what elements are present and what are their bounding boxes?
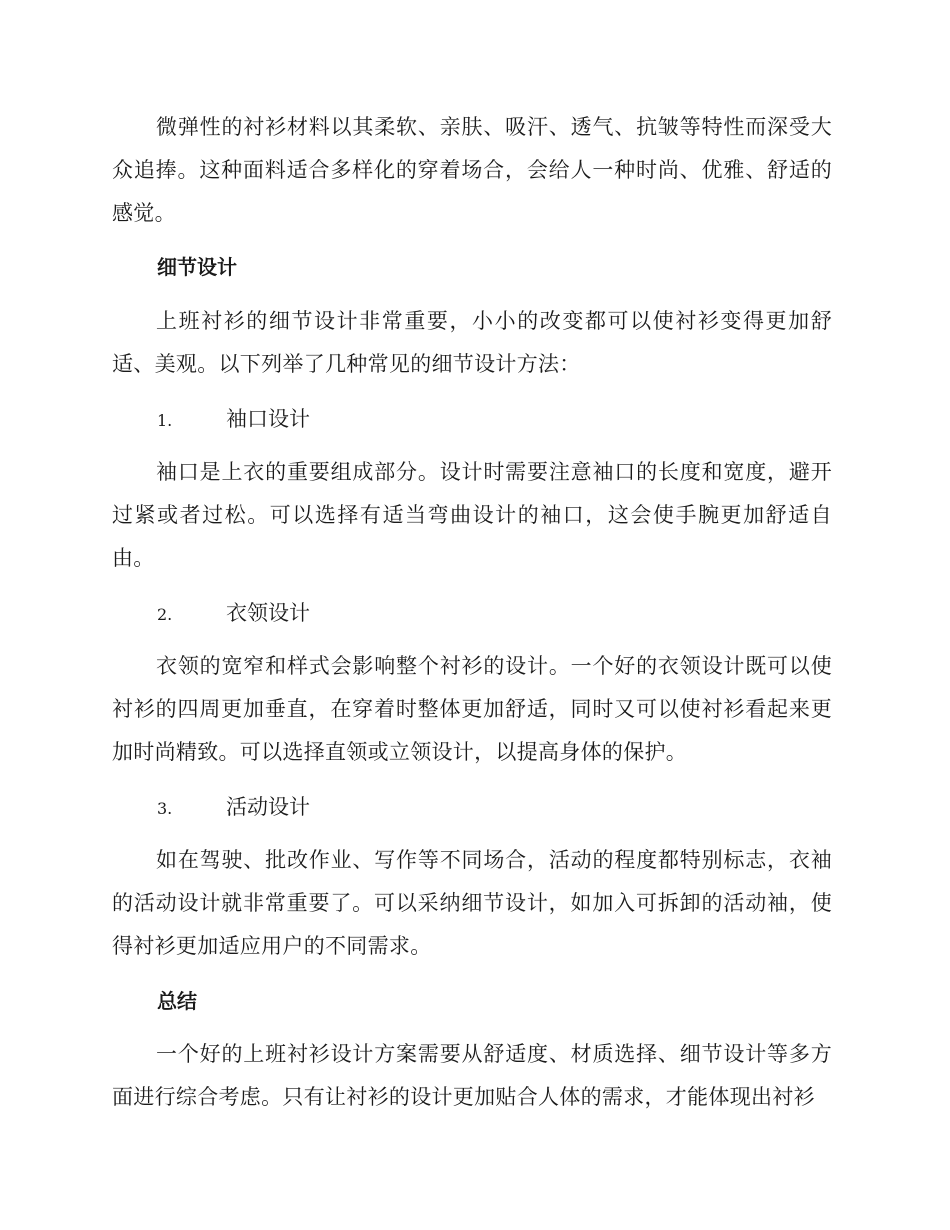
list-item-title: 衣领设计 [226,601,310,625]
detail-section-intro: 上班衬衫的细节设计非常重要，小小的改变都可以使衬衫变得更加舒适、美观。以下列举了几种常见的细节设计方法： [112,309,832,376]
list-item-cuff [157,404,310,436]
cuff-paragraph: 袖口是上衣的重要组成部分。设计时需要注意袖口的长度和宽度，避开过紧或者过松。可以选择有适当弯曲设计的袖口，这会使手腕更加舒适自由。 [112,460,832,570]
list-item-collar [157,598,310,630]
list-number: 1. [157,411,173,430]
list-item-title: 活动设计 [226,795,310,819]
intro-paragraph: 微弹性的衬衫材料以其柔软、亲肤、吸汗、透气、抗皱等特性而深受大众追捧。这种面料适合多样化的穿着场合，会给人一种时尚、优雅、舒适的感觉。 [112,115,832,225]
list-number: 2. [157,605,173,624]
detail-section-heading: 细节设计 [157,255,237,279]
list-number: 3. [157,799,173,818]
collar-paragraph: 衣领的宽窄和样式会影响整个衬衫的设计。一个好的衣领设计既可以使衬衫的四周更加垂直，在穿着时整体更加舒适，同时又可以使衬衫看起来更加时尚精致。可以选择直领或立领设计，以提高身体的保护。 [112,654,832,764]
activity-paragraph: 如在驾驶、批改作业、写作等不同场合，活动的程度都特别标志，衣袖的活动设计就非常重要了。可以采纳细节设计，如加入可拆卸的活动袖，使得衬衫更加适应用户的不同需求。 [112,848,832,958]
list-item-title: 袖口设计 [226,407,310,431]
summary-paragraph: 一个好的上班衬衫设计方案需要从舒适度、材质选择、细节设计等多方面进行综合考虑。只有让衬衫的设计更加贴合人体的需求，才能体现出衬衫 [112,1042,832,1109]
list-item-activity [157,792,310,824]
summary-section-heading: 总结 [157,989,197,1013]
